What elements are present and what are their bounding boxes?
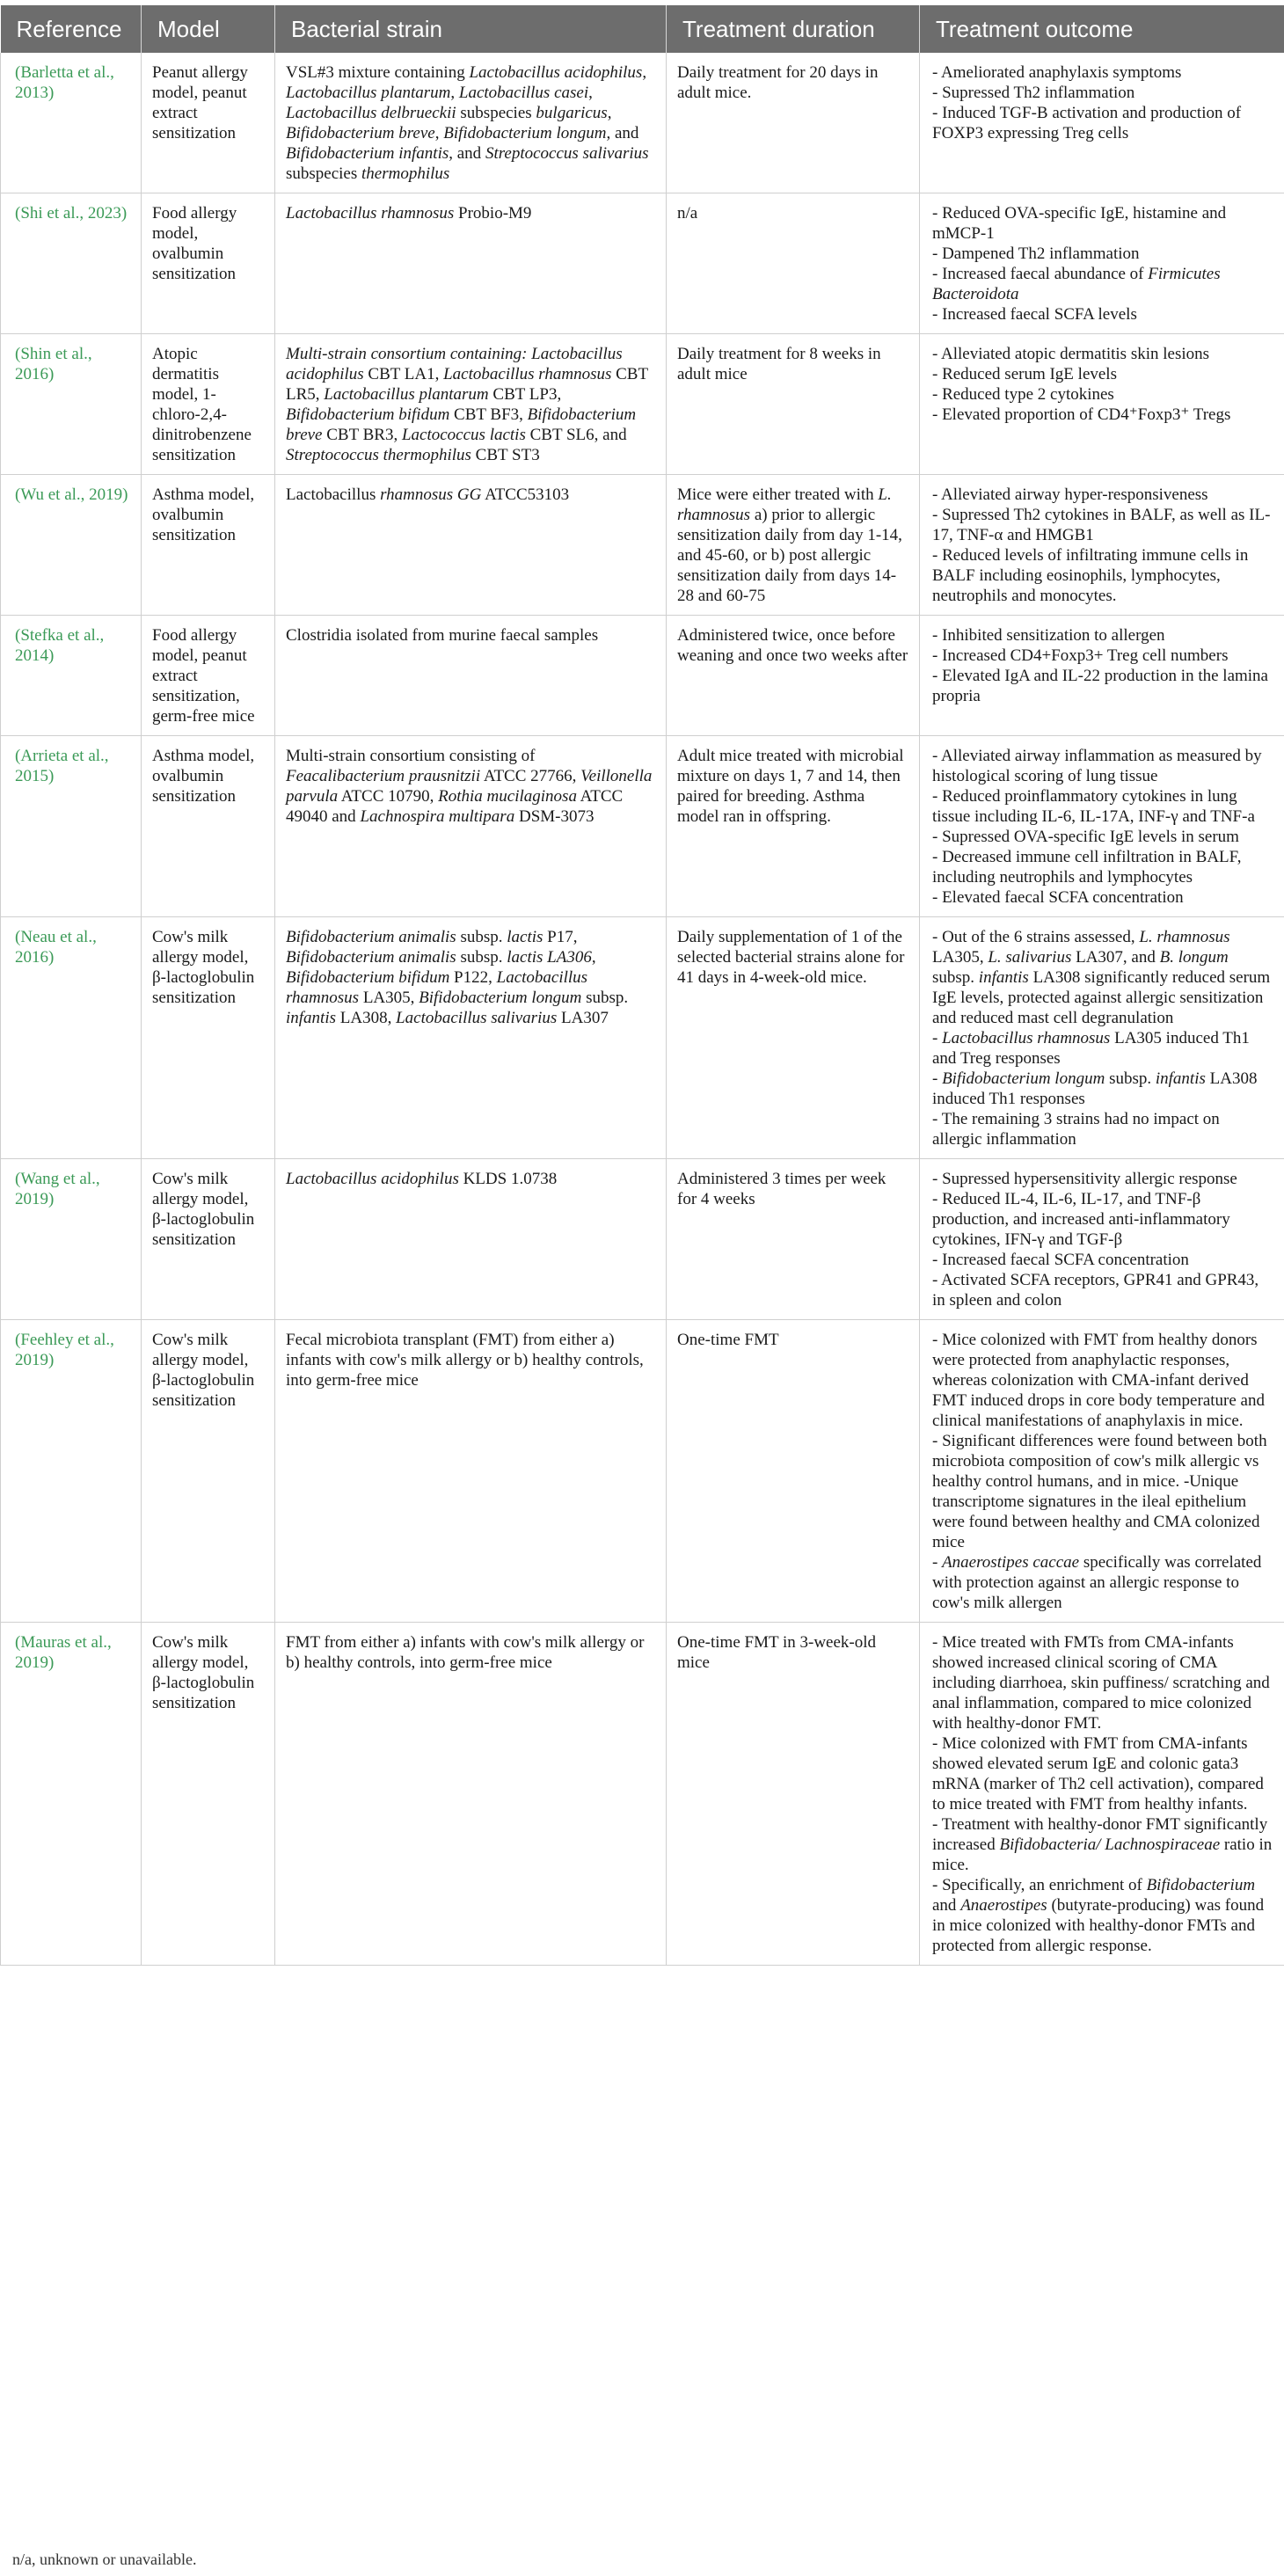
- outcome-item: [932, 625, 1273, 646]
- treatment-duration-cell: [667, 1159, 920, 1320]
- reference-cell: [1, 917, 142, 1159]
- text-run: -: [932, 1029, 943, 1047]
- results-table: [0, 5, 1284, 1966]
- text-run: - Inhibited sensitization to allergen: [932, 626, 1165, 645]
- treatment-outcome-cell: [920, 917, 1284, 1159]
- text-run: - Treatment with healthy-donor FMT significantly increased: [932, 1815, 1268, 1854]
- outcome-item: [932, 364, 1273, 384]
- text-run: Mice were either treated with: [677, 485, 879, 504]
- bacterial-strain-cell: [275, 917, 667, 1159]
- reference-link[interactable]: (Mauras et al., 2019): [15, 1633, 112, 1672]
- outcome-item: [932, 827, 1273, 847]
- model-cell: Cow's milk allergy model, β-lactoglobulin sensitization: [142, 917, 275, 1159]
- treatment-outcome-cell: [920, 1623, 1284, 1966]
- italic-text-run: Lactobacillus rhamnosus: [443, 365, 612, 383]
- italic-text-run: Bifidobacterium breve: [286, 405, 637, 444]
- italic-text-run: Bifidobacterium bifidum: [286, 405, 450, 424]
- outcome-item: [932, 203, 1273, 244]
- text-run: - Reduced IL-4, IL-6, IL-17, and TNF-β production, and increased anti-inflammatory cytokines, IFN-γ and TGF-β: [932, 1190, 1230, 1249]
- outcome-item: [932, 384, 1273, 405]
- text-run: - Supressed Th2 cytokines in BALF, as well as IL-17, TNF-α and HMGB1: [932, 506, 1271, 544]
- reference-link[interactable]: (Stefka et al., 2014): [15, 626, 105, 665]
- treatment-outcome-cell: [920, 53, 1284, 193]
- treatment-duration-cell: [667, 334, 920, 475]
- reference-cell: [1, 193, 142, 334]
- text-run: LA307, and: [1071, 948, 1160, 967]
- italic-text-run: Lactobacillus acidophilus: [469, 63, 643, 82]
- italic-text-run: Anaerostipes caccae: [942, 1553, 1080, 1572]
- text-run: One-time FMT in 3-week-old mice: [677, 1633, 877, 1672]
- italic-text-run: Lactobacillus rhamnosus: [286, 968, 588, 1007]
- treatment-duration-cell: [667, 475, 920, 616]
- text-run: - Activated SCFA receptors, GPR41 and GPR43, in spleen and colon: [932, 1271, 1259, 1310]
- text-run: LA307: [557, 1009, 609, 1027]
- text-run: - Significant differences were found between both microbiota composition of cow's milk allergic vs healthy control humans, and in mice. -Unique transcriptome signatures in the ileal epithelium were found between healthy and CMA colonized mice: [932, 1432, 1267, 1551]
- text-run: - Induced TGF-B activation and production of FOXP3 expressing Treg cells: [932, 104, 1242, 142]
- text-run: - Specifically, an enrichment of: [932, 1876, 1147, 1894]
- text-run: Administered 3 times per week for 4 weeks: [677, 1170, 886, 1208]
- italic-text-run: infantis: [286, 1009, 337, 1027]
- header-model: Model: [142, 5, 275, 53]
- text-run: LA305,: [359, 989, 419, 1007]
- italic-text-run: L. salivarius: [988, 948, 1072, 967]
- outcome-item: [932, 1069, 1273, 1109]
- reference-cell: [1, 616, 142, 736]
- text-run: - Reduced OVA-specific IgE, histamine and mMCP-1: [932, 204, 1227, 243]
- treatment-outcome-cell: [920, 193, 1284, 334]
- text-run: CBT LR5,: [286, 365, 648, 404]
- italic-text-run: Streptococcus salivarius: [485, 144, 649, 163]
- text-run: CBT BR3,: [322, 426, 402, 444]
- text-run: subspecies: [456, 104, 536, 122]
- text-run: ,: [591, 948, 596, 967]
- table-row: [1, 193, 1284, 334]
- text-run: - The remaining 3 strains had no impact on allergic inflammation: [932, 1110, 1220, 1149]
- text-run: Clostridia isolated from murine faecal samples: [286, 626, 599, 645]
- italic-text-run: Bifidobacterium: [1146, 1876, 1256, 1894]
- text-run: Multi-strain consortium consisting of: [286, 747, 536, 765]
- italic-text-run: Lactobacillus rhamnosus: [286, 204, 455, 223]
- treatment-outcome-cell: [920, 1320, 1284, 1623]
- italic-text-run: thermophilus: [361, 164, 450, 183]
- text-run: Fecal microbiota transplant (FMT) from either a) infants with cow's milk allergy or b) healthy controls, into germ-free mice: [286, 1331, 644, 1390]
- reference-link[interactable]: (Arrieta et al., 2015): [15, 747, 109, 785]
- table-header-row: [1, 5, 1284, 53]
- text-run: - Ameliorated anaphylaxis symptoms: [932, 63, 1182, 82]
- italic-text-run: Bifidobacterium longum: [443, 124, 607, 142]
- text-run: subspecies: [286, 164, 362, 183]
- treatment-duration-cell: [667, 53, 920, 193]
- table-row: [1, 736, 1284, 917]
- italic-text-run: Lactobacillus plantarum: [286, 84, 451, 102]
- italic-text-run: rhamnosus GG: [380, 485, 482, 504]
- model-cell: Cow's milk allergy model, β-lactoglobulin sensitization: [142, 1320, 275, 1623]
- italic-text-run: infantis: [978, 968, 1029, 987]
- table-row: [1, 334, 1284, 475]
- reference-link[interactable]: (Shi et al., 2023): [15, 204, 128, 223]
- treatment-duration-cell: [667, 616, 920, 736]
- text-run: - Mice colonized with FMT from CMA-infants showed elevated serum IgE and colonic gata3 mRNA (marker of Th2 cell activation), compared to mice treated with FMT from healthy infants.: [932, 1734, 1264, 1813]
- text-run: - Alleviated airway inflammation as measured by histological scoring of lung tissue: [932, 747, 1262, 785]
- table-row: [1, 1320, 1284, 1623]
- text-run: Adult mice treated with microbial mixture on days 1, 7 and 14, then paired for breeding. Asthma model ran in offspring.: [677, 747, 904, 826]
- text-run: - Increased faecal abundance of: [932, 265, 1149, 283]
- text-run: - Elevated proportion of CD4⁺Foxp3⁺ Tregs: [932, 405, 1231, 424]
- header-treatment-duration: Treatment duration: [667, 5, 920, 53]
- italic-text-run: Bifidobacterium animalis: [286, 928, 456, 946]
- text-run: a) prior to allergic sensitization daily from day 1-14, and 45-60, or b) post allergic sensitization daily from days 14-28 and 60-75: [677, 506, 902, 605]
- outcome-item: [932, 62, 1273, 83]
- outcome-item: [932, 927, 1273, 1028]
- italic-text-run: infantis: [1155, 1069, 1206, 1088]
- italic-text-run: L. rhamnosus: [1139, 928, 1230, 946]
- italic-text-run: Veillonella parvula: [286, 767, 653, 806]
- bacterial-strain-cell: [275, 1159, 667, 1320]
- text-run: -: [932, 1069, 943, 1088]
- outcome-item: [932, 304, 1273, 325]
- italic-text-run: Bifidobacterium animalis: [286, 948, 456, 967]
- text-run: ,: [450, 84, 459, 102]
- text-run: P122,: [449, 968, 497, 987]
- text-run: CBT ST3: [471, 446, 540, 464]
- outcome-item: [932, 1109, 1273, 1149]
- outcome-item: [932, 103, 1273, 143]
- reference-link[interactable]: (Feehley et al., 2019): [15, 1331, 114, 1369]
- text-run: LA305,: [932, 948, 989, 967]
- outcome-item: [932, 666, 1273, 706]
- text-run: One-time FMT: [677, 1331, 779, 1349]
- outcome-item: [932, 1632, 1273, 1733]
- bacterial-strain-cell: [275, 475, 667, 616]
- italic-text-run: Lachnospira multipara: [360, 807, 515, 826]
- text-run: , and: [606, 124, 639, 142]
- model-cell: Food allergy model, peanut extract sensitization, germ-free mice: [142, 616, 275, 736]
- header-treatment-outcome: Treatment outcome: [920, 5, 1284, 53]
- header-bacterial-strain: Bacterial strain: [275, 5, 667, 53]
- text-run: LA305 induced Th1 and Treg responses: [932, 1029, 1250, 1068]
- model-cell: Asthma model, ovalbumin sensitization: [142, 736, 275, 917]
- text-run: P17,: [543, 928, 578, 946]
- treatment-duration-cell: [667, 1623, 920, 1966]
- text-run: ATCC 27766,: [480, 767, 581, 785]
- header-reference: Reference: [1, 5, 142, 53]
- outcome-item: [932, 405, 1273, 425]
- text-run: - Elevated faecal SCFA concentration: [932, 888, 1184, 907]
- reference-link[interactable]: (Shin et al., 2016): [15, 345, 92, 383]
- outcome-item: [932, 83, 1273, 103]
- text-run: Daily supplementation of 1 of the selected bacterial strains alone for 41 days in 4-week-old mice.: [677, 928, 905, 987]
- text-run: ,: [588, 84, 593, 102]
- reference-cell: [1, 1623, 142, 1966]
- outcome-item: [932, 1814, 1273, 1875]
- model-cell: Food allergy model, ovalbumin sensitization: [142, 193, 275, 334]
- italic-text-run: Lactobacillus plantarum: [324, 385, 489, 404]
- italic-text-run: Streptococcus thermophilus: [286, 446, 471, 464]
- text-run: - Increased faecal SCFA concentration: [932, 1251, 1189, 1269]
- text-run: subsp.: [456, 948, 507, 967]
- treatment-outcome-cell: [920, 736, 1284, 917]
- text-run: Daily treatment for 8 weeks in adult mice: [677, 345, 881, 383]
- table-row: [1, 917, 1284, 1159]
- text-run: - Dampened Th2 inflammation: [932, 244, 1140, 263]
- text-run: KLDS 1.0738: [458, 1170, 558, 1188]
- text-run: - Reduced levels of infiltrating immune cells in BALF including eosinophils, lymphocytes, neutrophils and monocytes.: [932, 546, 1249, 605]
- text-run: -: [932, 1553, 943, 1572]
- outcome-item: [932, 887, 1273, 908]
- reference-cell: [1, 736, 142, 917]
- treatment-duration-cell: [667, 917, 920, 1159]
- treatment-outcome-cell: [920, 334, 1284, 475]
- outcome-item: [932, 1169, 1273, 1189]
- treatment-duration-cell: [667, 736, 920, 917]
- italic-text-run: Lactobacillus delbrueckii: [286, 104, 456, 122]
- text-run: - Mice treated with FMTs from CMA-infants showed increased clinical scoring of CMA including diarrhoea, skin puffiness/ scratching and anal inflammation, compared to mice colonized with healthy-donor FMT.: [932, 1633, 1270, 1733]
- reference-link[interactable]: (Wang et al., 2019): [15, 1170, 100, 1208]
- table-row: [1, 616, 1284, 736]
- italic-text-run: B. longum: [1159, 948, 1229, 967]
- treatment-duration-cell: [667, 193, 920, 334]
- italic-text-run: bulgaricus: [536, 104, 608, 122]
- model-cell: Atopic dermatitis model, 1-chloro-2,4-dinitrobenzene sensitization: [142, 334, 275, 475]
- text-run: - Decreased immune cell infiltration in BALF, including neutrophils and lymphocytes: [932, 848, 1242, 887]
- italic-text-run: Lactobacillus salivarius: [396, 1009, 558, 1027]
- model-cell: Peanut allergy model, peanut extract sensitization: [142, 53, 275, 193]
- italic-text-run: Feacalibacterium prausnitzii: [286, 767, 481, 785]
- text-run: Daily treatment for 20 days in adult mice.: [677, 63, 879, 102]
- table-row: [1, 53, 1284, 193]
- reference-link[interactable]: (Wu et al., 2019): [15, 485, 128, 504]
- italic-text-run: Bifidobacteria/ Lachnospiraceae: [999, 1835, 1221, 1854]
- text-run: FMT from either a) infants with cow's milk allergy or b) healthy controls, into germ-free mice: [286, 1633, 645, 1672]
- reference-cell: [1, 1159, 142, 1320]
- outcome-item: [932, 485, 1273, 505]
- text-run: LA308,: [336, 1009, 397, 1027]
- text-run: ATCC 10790,: [338, 787, 439, 806]
- italic-text-run: lactis LA306: [507, 948, 592, 967]
- italic-text-run: Bifidobacterium breve: [286, 124, 435, 142]
- italic-text-run: Bifidobacterium longum: [942, 1069, 1105, 1088]
- text-run: LA308 significantly reduced serum IgE levels, protected against allergic sensitization and reduced mast cell degranulation: [932, 968, 1271, 1027]
- outcome-item: [932, 847, 1273, 887]
- outcome-item: [932, 1875, 1273, 1956]
- italic-text-run: Rothia mucilaginosa: [438, 787, 577, 806]
- text-run: Lactobacillus: [286, 485, 381, 504]
- text-run: - Out of the 6 strains assessed,: [932, 928, 1140, 946]
- text-run: - Reduced proinflammatory cytokines in lung tissue including IL-6, IL-17A, INF-γ and TNF-a: [932, 787, 1255, 826]
- text-run: CBT LA1,: [363, 365, 444, 383]
- treatment-outcome-cell: [920, 616, 1284, 736]
- table-row: [1, 475, 1284, 616]
- reference-cell: [1, 475, 142, 616]
- bacterial-strain-cell: [275, 736, 667, 917]
- text-run: ,: [642, 63, 647, 82]
- text-run: ATCC 49040 and: [286, 787, 624, 826]
- outcome-item: [932, 1733, 1273, 1814]
- italic-text-run: L. rhamnosus: [677, 485, 892, 524]
- italic-text-run: Lactobacillus acidophilus: [286, 1170, 459, 1188]
- text-run: Administered twice, once before weaning and once two weeks after: [677, 626, 908, 665]
- outcome-item: [932, 1330, 1273, 1431]
- table-row: [1, 1623, 1284, 1966]
- text-run: - Elevated IgA and IL-22 production in the lamina propria: [932, 667, 1268, 705]
- italic-text-run: Multi-strain consortium containing: Lactobacillus acidophilus: [286, 345, 623, 383]
- bacterial-strain-cell: [275, 616, 667, 736]
- text-run: , and: [449, 144, 485, 163]
- outcome-item: [932, 786, 1273, 827]
- text-run: - Increased faecal SCFA levels: [932, 305, 1137, 324]
- outcome-item: [932, 545, 1273, 606]
- text-run: subsp.: [932, 968, 979, 987]
- text-run: - Alleviated atopic dermatitis skin lesions: [932, 345, 1210, 363]
- text-run: ,: [434, 124, 444, 142]
- text-run: CBT SL6, and: [525, 426, 627, 444]
- outcome-item: [932, 1250, 1273, 1270]
- text-run: subsp.: [581, 989, 629, 1007]
- outcome-item: [932, 746, 1273, 786]
- reference-cell: [1, 334, 142, 475]
- text-run: CBT LP3,: [488, 385, 562, 404]
- italic-text-run: Lactobacillus casei: [458, 84, 589, 102]
- treatment-duration-cell: [667, 1320, 920, 1623]
- model-cell: Cow's milk allergy model, β-lactoglobulin sensitization: [142, 1159, 275, 1320]
- treatment-outcome-cell: [920, 1159, 1284, 1320]
- text-run: Probio-M9: [454, 204, 532, 223]
- table-row: [1, 1159, 1284, 1320]
- bacterial-strain-cell: [275, 193, 667, 334]
- text-run: - Reduced type 2 cytokines: [932, 385, 1114, 404]
- table-body: [1, 53, 1284, 1966]
- italic-text-run: Lactococcus lactis: [401, 426, 526, 444]
- italic-text-run: Bifidobacterium infantis: [286, 144, 449, 163]
- text-run: VSL#3 mixture containing: [286, 63, 470, 82]
- outcome-item: [932, 264, 1273, 304]
- text-run: subsp.: [1105, 1069, 1156, 1088]
- text-run: - Supressed hypersensitivity allergic response: [932, 1170, 1237, 1188]
- model-cell: Cow's milk allergy model, β-lactoglobulin sensitization: [142, 1623, 275, 1966]
- outcome-item: [932, 505, 1273, 545]
- text-run: - Mice colonized with FMT from healthy donors were protected from anaphylactic responses, whereas colonization with CMA-infant derived FMT induced drops in core body temperature and clinical manifestations of anaphylaxis in mice.: [932, 1331, 1265, 1430]
- text-run: - Increased CD4+Foxp3+ Treg cell numbers: [932, 646, 1229, 665]
- text-run: LA308 induced Th1 responses: [932, 1069, 1258, 1108]
- text-run: (butyrate-producing) was found in mice colonized with healthy-donor FMTs and protected from allergic response.: [932, 1896, 1265, 1955]
- treatment-outcome-cell: [920, 475, 1284, 616]
- text-run: - Supressed OVA-specific IgE levels in serum: [932, 828, 1239, 846]
- reference-link[interactable]: (Neau et al., 2016): [15, 928, 97, 967]
- text-run: - Alleviated airway hyper-responsiveness: [932, 485, 1208, 504]
- italic-text-run: Bifidobacterium bifidum: [286, 968, 450, 987]
- italic-text-run: Firmicutes Bacteroidota: [932, 265, 1221, 303]
- italic-text-run: Bifidobacterium longum: [419, 989, 582, 1007]
- reference-cell: [1, 1320, 142, 1623]
- italic-text-run: Anaerostipes: [960, 1896, 1047, 1915]
- text-run: specifically was correlated with protection against an allergic response to cow's milk allergen: [932, 1553, 1262, 1612]
- outcome-item: [932, 646, 1273, 666]
- outcome-item: [932, 244, 1273, 264]
- text-run: ,: [607, 104, 612, 122]
- italic-text-run: lactis: [507, 928, 544, 946]
- reference-cell: [1, 53, 142, 193]
- bacterial-strain-cell: [275, 334, 667, 475]
- italic-text-run: Lactobacillus rhamnosus: [942, 1029, 1111, 1047]
- text-run: CBT BF3,: [449, 405, 528, 424]
- text-run: - Supressed Th2 inflammation: [932, 84, 1135, 102]
- outcome-item: [932, 1028, 1273, 1069]
- bacterial-strain-cell: [275, 1623, 667, 1966]
- outcome-item: [932, 1552, 1273, 1613]
- outcome-item: [932, 344, 1273, 364]
- outcome-item: [932, 1431, 1273, 1552]
- text-run: DSM-3073: [514, 807, 595, 826]
- outcome-item: [932, 1270, 1273, 1310]
- bacterial-strain-cell: [275, 53, 667, 193]
- text-run: subsp.: [456, 928, 507, 946]
- text-run: ratio in mice.: [932, 1835, 1273, 1874]
- text-run: n/a: [677, 204, 698, 223]
- outcome-item: [932, 1189, 1273, 1250]
- text-run: - Reduced serum IgE levels: [932, 365, 1117, 383]
- table-footnote: n/a, unknown or unavailable.: [12, 2550, 197, 2568]
- text-run: and: [932, 1896, 961, 1915]
- text-run: ATCC53103: [481, 485, 570, 504]
- model-cell: Asthma model, ovalbumin sensitization: [142, 475, 275, 616]
- bacterial-strain-cell: [275, 1320, 667, 1623]
- reference-link[interactable]: (Barletta et al., 2013): [15, 63, 114, 102]
